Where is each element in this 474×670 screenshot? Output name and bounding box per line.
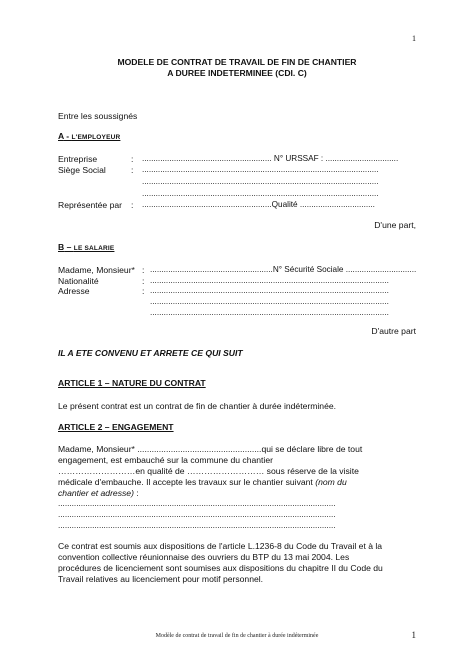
legal-paragraph-line-3: Travail relatives au licenciement pour motif personnel. bbox=[58, 574, 264, 584]
row-b-value-4: ......................................................................................................... bbox=[150, 308, 389, 317]
article2-line-1: engagement, est embauché sur la commune du chantier bbox=[58, 455, 273, 465]
article2-italic-1: (nom du bbox=[315, 477, 347, 487]
row-b-value-2: ......................................................................................................... bbox=[150, 286, 389, 295]
row-b-label-1: Nationalité bbox=[58, 276, 99, 286]
row-a-sep-1: : bbox=[131, 165, 134, 175]
intro-text: Entre les soussignés bbox=[58, 111, 138, 121]
article2-line-3: médicale d'embauche. Il accepte les travaux sur le chantier suivant (nom du bbox=[58, 477, 347, 487]
section-b-closing: D'autre part bbox=[371, 326, 416, 336]
section-a-prefix: A bbox=[58, 131, 64, 141]
row-a-value-3: ........................................................................................................ bbox=[142, 189, 379, 198]
row-a-label-0: Entreprise bbox=[58, 154, 98, 164]
section-a-heading bbox=[58, 131, 120, 141]
agreed-statement: IL A ETE CONVENU ET ARRETE CE QUI SUIT bbox=[58, 348, 243, 358]
page-footer: Modèle de contrat de travail de fin de chantier à durée indéterminée bbox=[155, 633, 319, 639]
row-b-sep-2: : bbox=[142, 286, 145, 296]
article2-dots-2: .......................................................................................................................... bbox=[58, 521, 336, 530]
page-number-top: 1 bbox=[412, 34, 416, 43]
article2-line-2: ………………………en qualité de ……………………… sous réserve de la visite bbox=[58, 466, 359, 476]
article2-italic-2: chantier et adresse) bbox=[58, 488, 134, 498]
row-a-sep-4: : bbox=[131, 200, 134, 210]
section-a-dash: - bbox=[63, 131, 72, 141]
document-title-line1: MODELE DE CONTRAT DE TRAVAIL DE FIN DE CHANTIER bbox=[117, 57, 357, 67]
article1-heading: ARTICLE 1 – NATURE DU CONTRAT bbox=[58, 378, 206, 388]
row-b-value-0: ......................................................N° Sécurité Sociale ............................... bbox=[150, 265, 417, 274]
row-a-label-4: Représentée par bbox=[58, 200, 123, 210]
row-a-value-4: .........................................................Qualité ................................. bbox=[142, 200, 375, 209]
article2-dots-1: .......................................................................................................................... bbox=[58, 510, 336, 519]
section-b-dash: – bbox=[64, 242, 74, 252]
row-b-label-2: Adresse bbox=[58, 286, 90, 296]
row-a-value-0: ......................................................... N° URSSAF : ................................ bbox=[142, 154, 399, 163]
row-a-value-2: ........................................................................................................ bbox=[142, 177, 379, 186]
row-b-value-1: ......................................................................................................... bbox=[150, 276, 389, 285]
row-b-sep-1: : bbox=[142, 276, 145, 286]
row-a-value-1: ........................................................................................................ bbox=[142, 165, 379, 174]
article2-line-4: chantier et adresse) : bbox=[58, 488, 139, 498]
legal-paragraph-line-1: convention collective réunionnaise des ouvriers du BTP du 13 mai 2004. Les bbox=[58, 552, 350, 562]
section-a-label: L'EMPLOYEUR bbox=[71, 134, 121, 141]
section-b-heading bbox=[58, 242, 114, 252]
page-number-bottom: 1 bbox=[411, 630, 416, 640]
article2-line-0: Madame, Monsieur* ....................................................qui se déclare libre de tout bbox=[58, 444, 363, 454]
row-b-label-0: Madame, Monsieur* bbox=[58, 265, 135, 275]
section-b-label: LE SALARIE bbox=[73, 245, 115, 252]
row-b-value-3: ......................................................................................................... bbox=[150, 297, 389, 306]
row-a-label-1: Siège Social bbox=[58, 165, 106, 175]
section-a-closing: D'une part, bbox=[374, 220, 416, 230]
row-b-sep-0: : bbox=[142, 265, 145, 275]
article2-dots-0: .......................................................................................................................... bbox=[58, 499, 336, 508]
article2-heading: ARTICLE 2 – ENGAGEMENT bbox=[58, 422, 174, 432]
article1-text: Le présent contrat est un contrat de fin de chantier à durée indéterminée. bbox=[58, 401, 337, 411]
row-a-sep-0: : bbox=[131, 154, 134, 164]
legal-paragraph-line-0: Ce contrat est soumis aux dispositions de l'article L.1236-8 du Code du Travail et à la bbox=[58, 541, 383, 551]
document-title-line2: A DUREE INDETERMINEE (CDI. C) bbox=[167, 68, 307, 78]
legal-paragraph-line-2: procédures de licenciement sont soumises aux dispositions du chapitre II du Code du bbox=[58, 563, 383, 573]
section-b-prefix: B bbox=[58, 242, 65, 252]
